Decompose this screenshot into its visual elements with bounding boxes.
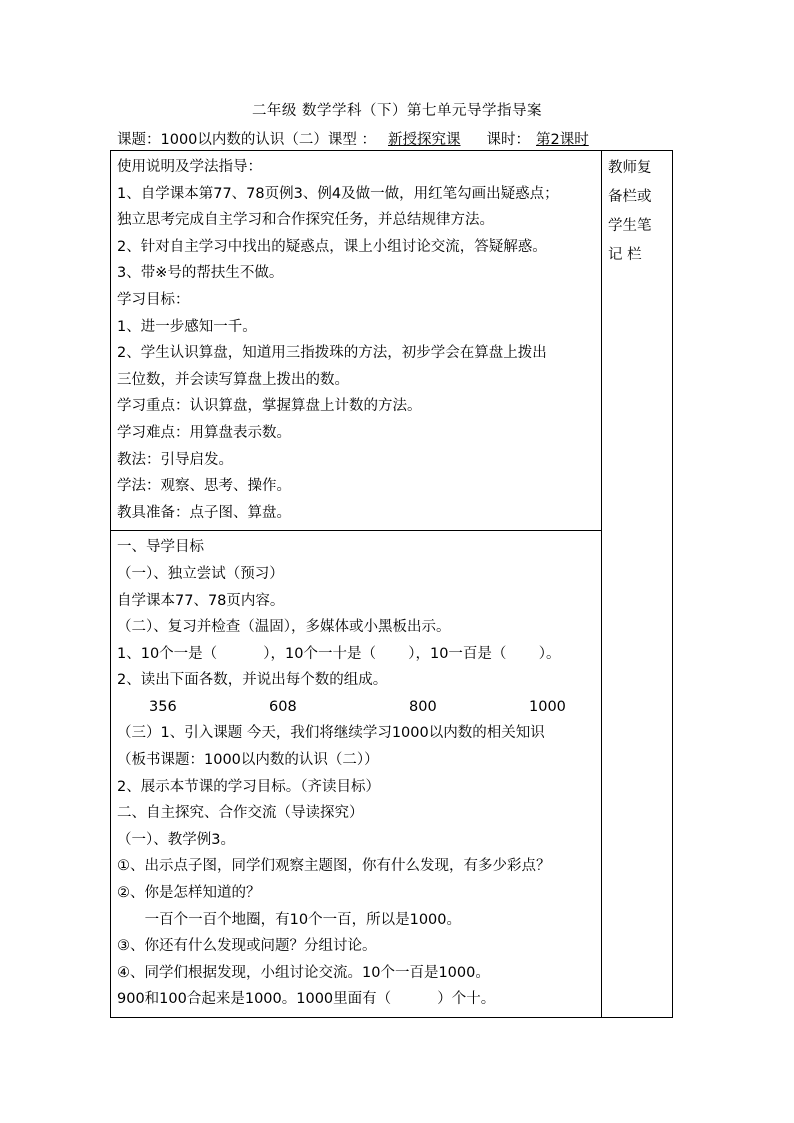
type-label: 课型 ： <box>327 132 377 148</box>
number-row <box>117 694 597 721</box>
guide-line: 3、带※号的帮扶生不做。 <box>117 265 284 282</box>
number-item: 608 <box>269 698 297 715</box>
guide-line: 学习难点：用算盘表示数。 <box>117 424 291 441</box>
lesson-line: ②、你是怎样知道的？ <box>117 885 261 902</box>
lesson-line: （一）、独立尝试（预习） <box>117 565 284 582</box>
guide-table <box>110 150 673 1018</box>
number-item: 800 <box>409 698 437 715</box>
number-item: 356 <box>149 698 177 715</box>
lesson-title: 1000以内数的认识（二） <box>160 132 328 148</box>
lesson-line: （一）、教学例3。 <box>117 831 235 848</box>
guide-line: 三位数，并会读写算盘上拨出的数。 <box>117 371 349 388</box>
guide-line: 学法：观察、思考、操作。 <box>117 478 291 495</box>
lesson-line: 一、导学目标 <box>117 539 204 556</box>
notes-label-line: 备栏或 <box>608 189 652 205</box>
lesson-line: ①、出示点子图，同学们观察主题图，你有什么发现，有多少彩点？ <box>117 858 551 875</box>
fill-in-question: 1、10个一是（ ），10个一十是（ ），10一百是（ ）。 <box>117 645 561 662</box>
guide-line: 1、自学课本第77、78页例3、例4及做一做，用红笔勾画出疑惑点； <box>117 185 559 202</box>
notes-label-line: 教师复 <box>608 160 652 176</box>
guide-line: 独立思考完成自主学习和合作探究任务，并总结规律方法。 <box>117 212 494 229</box>
guide-line: 学习重点：认识算盘，掌握算盘上计数的方法。 <box>117 398 422 415</box>
lesson-line: 2、展示本节课的学习目标。（齐读目标） <box>117 778 380 795</box>
guide-line: 教具准备：点子图、算盘。 <box>117 504 291 521</box>
lesson-line: （板书课题：1000以内数的认识（二）） <box>117 752 379 769</box>
fill-in-question: 900和100合起来是1000。1000里面有（ ）个十。 <box>117 991 496 1008</box>
lesson-line: （三）1、引入课题 今天，我们将继续学习1000以内数的相关知识 <box>117 725 545 742</box>
lesson-line: （二）、复习并检查（温固），多媒体或小黑板出示。 <box>117 619 451 636</box>
guide-cell <box>111 151 602 531</box>
lesson-line: 2、读出下面各数，并说出每个数的组成。 <box>117 672 388 689</box>
guide-line: 2、学生认识算盘，知道用三指拨珠的方法，初步学会在算盘上拨出 <box>117 345 547 362</box>
number-item: 1000 <box>529 698 566 715</box>
guide-line: 学习目标： <box>117 291 190 308</box>
lesson-line: 自学课本77、78页内容。 <box>117 592 285 609</box>
teacher-notes-column <box>602 151 673 1018</box>
lesson-cell <box>111 531 602 1018</box>
lesson-label: 课题： <box>117 132 161 148</box>
notes-label-line: 记 栏 <box>608 247 642 263</box>
period-value: 第2课时 <box>536 132 589 148</box>
guide-line: 教法：引导启发。 <box>117 451 233 468</box>
lesson-info-line <box>117 130 677 150</box>
lesson-line: ③、你还有什么发现或问题？分组讨论。 <box>117 938 377 955</box>
guide-line: 1、进一步感知一千。 <box>117 318 257 335</box>
page-title: 二年级 数学学科（下）第七单元导学指导案 <box>251 103 543 119</box>
period-label: 课时： <box>486 132 531 148</box>
guide-line: 2、针对自主学习中找出的疑惑点，课上小组讨论交流，答疑解惑。 <box>117 238 547 255</box>
lesson-line: ④、同学们根据发现，小组讨论交流。10个一百是1000。 <box>117 964 490 981</box>
lesson-line: 一百个一百个地圈，有10个一百，所以是1000。 <box>117 911 462 928</box>
lesson-line: 二、自主探究、合作交流（导读探究） <box>117 805 364 822</box>
type-value: 新授探究课 <box>388 132 461 148</box>
notes-label-line: 学生笔 <box>608 218 652 234</box>
guide-line: 使用说明及学法指导： <box>117 159 262 175</box>
